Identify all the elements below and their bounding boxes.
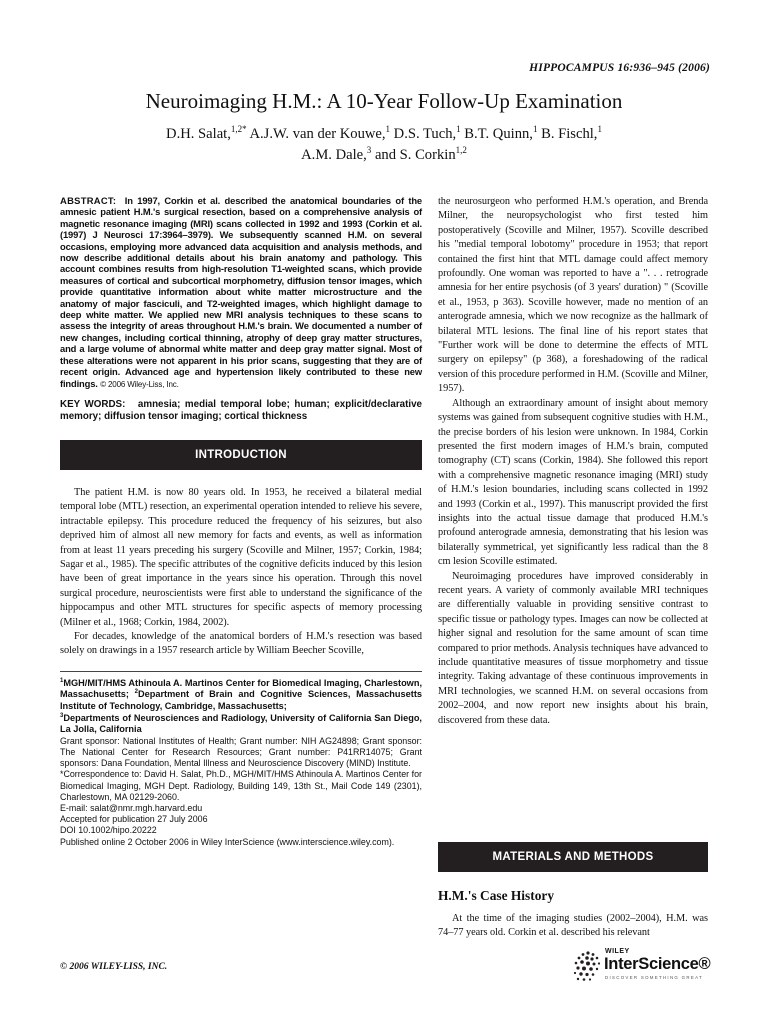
- subsection-heading: H.M.'s Case History: [438, 888, 555, 903]
- author-name: A.J.W. van der Kouwe,: [246, 126, 386, 142]
- author-name: B.T. Quinn,: [460, 126, 533, 142]
- keywords-text: amnesia; medial temporal lobe; human; explicit/declarative memory; diffusion tensor imaging; cortical thickness: [60, 398, 422, 422]
- paragraph: Neuroimaging procedures have improved considerably in recent years. A variety of commonly available MRI techniques are differentially valuable in providing sensitive contrast to specific tissue or pathology types. Images can now be collected at higher signal and resolution for the same amount of scan time compared to prior methods. Analysis techniques have advanced to include quantitative measures of tissue morphometry and tissue integrity. Taking advantage of these continuous improvements in MRI technologies, we scanned H.M. on several occasions from 2002–2004, and now report new insights about his brain, discovered from these data.: [438, 570, 708, 726]
- author-affiliation-mark: 1: [597, 124, 602, 134]
- affiliation: Departments of Neurosciences and Radiology, University of California San Diego, La Jolla, California: [60, 712, 422, 735]
- section-heading-methods: MATERIALS AND METHODS: [438, 842, 708, 872]
- author-name: and S. Corkin: [371, 147, 456, 163]
- wiley-interscience-logo: [572, 948, 712, 988]
- accepted-date: Accepted for publication 27 July 2006: [60, 814, 208, 825]
- paragraph: For decades, knowledge of the anatomical borders of H.M.'s resection was based solely on drawings in a 1957 research article by William Beecher Scoville,: [60, 630, 422, 657]
- logo-wiley-text: WILEY: [605, 948, 630, 955]
- left-column: [60, 195, 422, 848]
- grant-note: Grant sponsor: National Institutes of Health; Grant number: NIH AG24898; Grant sponsor: The National Center for Research Resources; Grant number: P41RR14075; Grant sponsors: Dana Foundation, Mental Illness and Neuroscience Discovery (MIND) Institute.: [60, 735, 422, 769]
- case-history-body: [438, 912, 708, 941]
- author-affiliation-mark: 1: [385, 124, 391, 134]
- email-link[interactable]: E-mail: salat@nmr.mgh.harvard.edu: [60, 802, 203, 813]
- abstract-copyright: © 2006 Wiley-Liss, Inc.: [100, 379, 179, 389]
- doi-link[interactable]: DOI 10.1002/hipo.20222: [60, 825, 157, 836]
- paragraph: At the time of the imaging studies (2002–2004), H.M. was 74–77 years old. Corkin et al. described his relevant: [438, 913, 708, 939]
- author-name: B. Fischl,: [537, 126, 598, 142]
- author-list: [100, 124, 668, 166]
- paragraph: The patient H.M. is now 80 years old. In 1953, he received a bilateral medial temporal lobe (MTL) resection, an experimental operation intended to relieve his severe, intractable epilepsy. This procedure reduced the frequency of his seizures, but also deprived him of almost all new memory for facts and events, as well as information from at least 11 years preceding his surgery (Scoville and Milner, 1957; Corkin, 1984; Sagar et al., 1985). The specific attributes of the cognitive deficits induced by this lesion have been of great importance in the years since his operation. Through this novel surgical procedure, neuroscientists were first able to understand the significance of the hippocampus and other MTL structures for specific aspects of memory processing (Milner et al., 1968; Corkin, 1984, 2002).: [60, 486, 422, 628]
- affiliation-mark: 2: [134, 689, 138, 696]
- right-column: [438, 195, 708, 728]
- correspondence-note: *Correspondence to: David H. Salat, Ph.D., MGH/MIT/HMS Athinoula A. Martinos Center for Biomedical Imaging, MGH Dept. Radiology, Building 149, 13th St., Mail Code 149 (2301), Charlestown, MA 02129-2060.: [60, 769, 422, 802]
- keywords: [60, 399, 422, 423]
- footnotes: [60, 736, 422, 848]
- article-title: Neuroimaging H.M.: A 10-Year Follow-Up Examination: [145, 89, 623, 113]
- introduction-body: [60, 486, 422, 659]
- author-name: D.H. Salat,: [166, 126, 231, 142]
- footnote-divider: [60, 671, 422, 672]
- paragraph: the neurosurgeon who performed H.M.'s operation, and Brenda Milner, the neuropsychologist who first tested him postoperatively (Scoville and Milner, 1957). Scoville described his "medial temporal lobotomy" procedure in 1953; that report contained the first hint that MTL damage could affect memory profoundly. One woman was reported to have a ". . . retrograde amnesia for her entire psychosis (of 3 years' duration) " (Scoville et al., 1953, p 363). Scoville however, made no mention of an anterograde amnesia, which we now recognize as the hallmark of bilateral MTL lesions. The final line of his report states that "Further work will be done to determine the effects of MTL surgery on epilepsy" (p 368), a foreshadowing of the radical version of this procedure performed in H.M. (Scoville and Milner, 1957).: [438, 196, 708, 395]
- copyright-text: 2006 WILEY-LISS, INC.: [67, 962, 168, 972]
- affiliation-mark: 1: [60, 677, 64, 684]
- affiliation-mark: 3: [60, 712, 64, 719]
- section-heading-introduction: INTRODUCTION: [60, 440, 422, 470]
- affiliations: [60, 678, 422, 736]
- author-name: D.S. Tuch,: [390, 126, 457, 142]
- keywords-label: KEY WORDS:: [60, 398, 126, 410]
- page-copyright: [60, 962, 167, 972]
- logo-tagline: DISCOVER SOMETHING GREAT: [605, 975, 703, 980]
- logo-interscience-text: InterScience®: [604, 955, 711, 973]
- paragraph: Although an extraordinary amount of insight about memory systems was gained from subsequent cognitive studies with H.M., the precise borders of his lesion were unknown. In 1984, Corkin presented the first modern images of H.M.'s brain, computed tomography (CT) scans (Corkin, 1984). She followed this report with a comprehensive magnetic resonance imaging (MRI) study of H.M.'s lesion boundaries, including scans collected in 1992 and 1993 (Corkin et al., 1997). This manuscript provided the first insights into the actual tissue damage that produced H.M.'s profound anterograde amnesia, demonstrating that his lesion was bilaterally symmetrical, yet significantly less radical than the 8 cm lesion Scoville estimated.: [438, 397, 708, 568]
- copyright-symbol: ©: [60, 962, 68, 972]
- abstract-label: ABSTRACT:: [60, 195, 117, 206]
- author-affiliation-mark: 3: [366, 145, 372, 155]
- abstract: [60, 195, 422, 390]
- globe-dots-icon: [572, 950, 602, 982]
- affiliation: Department of Brain and Cognitive Sciences, Massachusetts Institute of Technology, Cambridge, Massachusetts;: [60, 689, 422, 711]
- author-affiliation-mark: 1: [532, 124, 538, 134]
- author-affiliation-mark: 1,2*: [230, 124, 247, 134]
- journal-reference: HIPPOCAMPUS 16:936–945 (2006): [529, 62, 710, 74]
- affiliation: MGH/MIT/HMS Athinoula A. Martinos Center for Biomedical Imaging, Charlestown, Massachusetts;: [60, 677, 422, 700]
- author-name: A.M. Dale,: [301, 147, 367, 163]
- author-affiliation-mark: 1: [456, 124, 461, 134]
- abstract-text: In 1997, Corkin et al. described the anatomical boundaries of the amnesic patient H.M.'s surgical resection, based on a comprehensive analysis of magnetic resonance imaging (MRI) scans collected in 1992 and 1993 (Corkin et al. (1997) J Neurosci 17:3964–3979). We subsequently scanned H.M. on several occasions, employing more advanced data acquisition and analysis methods, and now describe additional details about his brain anatomy and pathology. This account combines results from high-resolution T1-weighted scans, which provide measures of cortical and subcortical morphometry, diffusion tensor images, which provide quantitative information about white matter microstructure and the anatomy of major fasciculi, and T2-weighted images, which highlight damage to deep white matter. We applied new MRI analysis techniques to these scans to assess the integrity of areas throughout H.M.'s brain. We documented a number of new changes, including cortical thinning, atrophy of deep gray matter structures, and a large volume of abnormal white matter and deep gray matter signal. Most of these alterations were not apparent in his prior scans, suggesting that they are of recent origin. Advanced age and hypertension likely contributed to these new findings.: [60, 195, 422, 389]
- published-note: Published online 2 October 2006 in Wiley InterScience (www.interscience.wiley.com).: [60, 836, 395, 847]
- author-affiliation-mark: 1,2: [455, 145, 467, 155]
